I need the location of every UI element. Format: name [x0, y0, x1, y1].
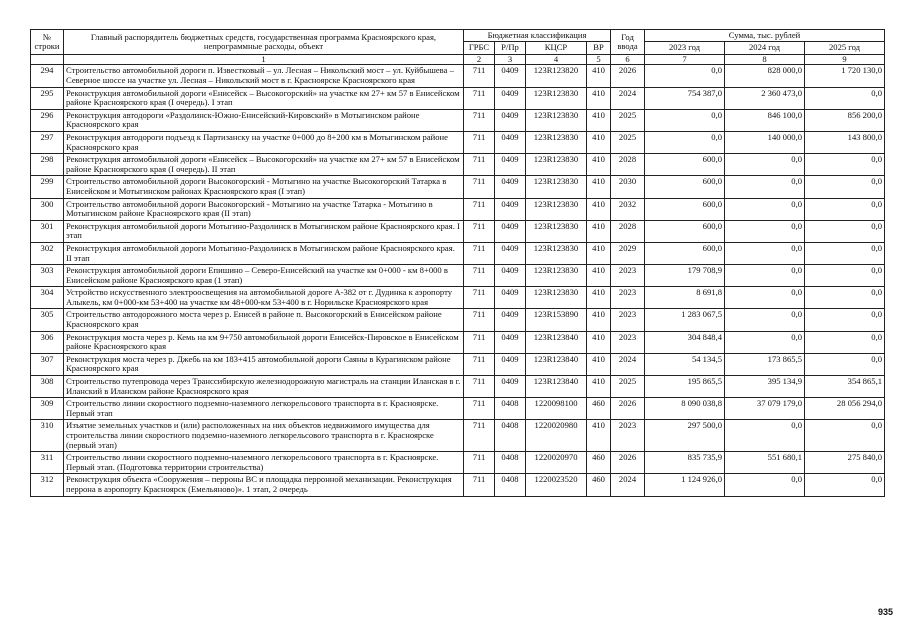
table-row: [31, 87, 885, 109]
row-name: Реконструкция автомобильной дороги «Енисейск – Высокогорский» на участке км 27+ км 57 в Енисейском районе Красноярского края (I очередь). II этап: [64, 154, 464, 176]
row-year: 2025: [611, 109, 645, 131]
row-vr: 410: [587, 376, 611, 398]
row-sum-2025: 0,0: [805, 353, 885, 375]
row-rpr: 0409: [495, 287, 526, 309]
row-sum-2023: 600,0: [645, 242, 725, 264]
row-sum-2024: 0,0: [725, 220, 805, 242]
row-rpr: 0409: [495, 242, 526, 264]
table-row: [31, 331, 885, 353]
row-rpr: 0409: [495, 109, 526, 131]
row-name: Реконструкция автомобильной дороги Мотыгино-Раздолинск в Мотыгинском районе Красноярского края. II этап: [64, 242, 464, 264]
row-kcsr: 123R123830: [526, 198, 587, 220]
row-number: 302: [31, 242, 64, 264]
row-vr: 410: [587, 220, 611, 242]
row-vr: 410: [587, 87, 611, 109]
row-name: Строительство линии скоростного подземно-наземного легкорельсового транспорта в г. Красноярске. Первый этап: [64, 398, 464, 420]
column-number: 8: [725, 54, 805, 65]
column-number-row: [31, 54, 885, 65]
row-sum-2023: 8 691,8: [645, 287, 725, 309]
row-sum-2024: 0,0: [725, 331, 805, 353]
row-vr: 410: [587, 331, 611, 353]
row-vr: 460: [587, 474, 611, 496]
row-rpr: 0409: [495, 154, 526, 176]
row-year: 2023: [611, 287, 645, 309]
row-sum-2024: 0,0: [725, 309, 805, 331]
row-vr: 410: [587, 287, 611, 309]
row-number: 300: [31, 198, 64, 220]
row-grbs: 711: [464, 331, 495, 353]
row-grbs: 711: [464, 220, 495, 242]
table-row: [31, 420, 885, 452]
table-row: [31, 474, 885, 496]
table-row: [31, 376, 885, 398]
row-sum-2025: 0,0: [805, 198, 885, 220]
row-sum-2024: 551 680,1: [725, 452, 805, 474]
row-number: 310: [31, 420, 64, 452]
row-name: Строительство автомобильной дороги Высокогорский - Мотыгино на участке Высокогорский Татарка в Енисейском и Мотыгинском районах Красноярского края (I этап): [64, 176, 464, 198]
row-sum-2025: 0,0: [805, 176, 885, 198]
row-grbs: 711: [464, 87, 495, 109]
row-number: 305: [31, 309, 64, 331]
header-grbs: ГРБС: [464, 42, 495, 54]
row-kcsr: 123R123830: [526, 287, 587, 309]
row-name: Устройство искусственного электроосвещения на автомобильной дороге А-382 от г. Дудинка к аэропорту Алыкель, км 0+000-км 53+400 на участке км 48+000-км 53+400 в г. Норильске Красноярского края: [64, 287, 464, 309]
row-year: 2023: [611, 265, 645, 287]
row-sum-2023: 0,0: [645, 131, 725, 153]
table-row: [31, 309, 885, 331]
header-year: Год ввода: [611, 30, 645, 55]
row-sum-2024: 0,0: [725, 198, 805, 220]
row-sum-2023: 297 500,0: [645, 420, 725, 452]
table-row: [31, 265, 885, 287]
row-vr: 410: [587, 198, 611, 220]
row-sum-2025: 0,0: [805, 474, 885, 496]
row-sum-2023: 195 865,5: [645, 376, 725, 398]
row-name: Строительство автомобильной дороги п. Известковый – ул. Лесная – Никольский мост – ул. Куйбышева – Северное шоссе на участке ул. Лесная – Никольский мост в г. Красноярске Красноярского края: [64, 65, 464, 87]
row-sum-2025: 0,0: [805, 420, 885, 452]
row-rpr: 0409: [495, 376, 526, 398]
row-grbs: 711: [464, 109, 495, 131]
row-year: 2025: [611, 131, 645, 153]
row-sum-2024: 395 134,9: [725, 376, 805, 398]
row-grbs: 711: [464, 131, 495, 153]
row-sum-2023: 835 735,9: [645, 452, 725, 474]
row-sum-2023: 600,0: [645, 176, 725, 198]
row-vr: 410: [587, 131, 611, 153]
row-number: 311: [31, 452, 64, 474]
row-sum-2024: 0,0: [725, 154, 805, 176]
row-name: Реконструкция автодороги подъезд к Партизанску на участке 0+000 до 8+200 км в Мотыгинском районе Красноярского края: [64, 131, 464, 153]
row-year: 2024: [611, 353, 645, 375]
row-rpr: 0408: [495, 398, 526, 420]
header-vr: ВР: [587, 42, 611, 54]
row-sum-2024: 0,0: [725, 242, 805, 264]
row-rpr: 0409: [495, 131, 526, 153]
row-vr: 410: [587, 109, 611, 131]
row-grbs: 711: [464, 309, 495, 331]
table-row: [31, 176, 885, 198]
header-budget-class: Бюджетная классификация: [464, 30, 611, 42]
row-rpr: 0409: [495, 220, 526, 242]
row-sum-2025: 856 200,0: [805, 109, 885, 131]
row-year: 2024: [611, 474, 645, 496]
row-grbs: 711: [464, 420, 495, 452]
column-number: 7: [645, 54, 725, 65]
row-vr: 410: [587, 242, 611, 264]
row-kcsr: 123R123830: [526, 109, 587, 131]
row-rpr: 0409: [495, 176, 526, 198]
row-year: 2030: [611, 176, 645, 198]
row-sum-2023: 179 708,9: [645, 265, 725, 287]
row-rpr: 0409: [495, 353, 526, 375]
row-grbs: 711: [464, 452, 495, 474]
row-sum-2024: 0,0: [725, 420, 805, 452]
row-year: 2023: [611, 420, 645, 452]
row-name: Реконструкция автомобильной дороги Епишино – Северо-Енисейский на участке км 0+000 - км 8+000 в Енисейском районе Красноярского края (1 этап): [64, 265, 464, 287]
row-kcsr: 123R123830: [526, 265, 587, 287]
table-row: [31, 242, 885, 264]
column-number: 6: [611, 54, 645, 65]
row-kcsr: 123R123830: [526, 220, 587, 242]
row-kcsr: 123R123840: [526, 331, 587, 353]
row-name: Изъятие земельных участков и (или) расположенных на них объектов недвижимого имущества для строительства линии скоростного подземно-наземного легкорельсового транспорта в г. Красноярске (первый этап): [64, 420, 464, 452]
row-sum-2025: 275 840,0: [805, 452, 885, 474]
row-grbs: 711: [464, 198, 495, 220]
row-sum-2025: 0,0: [805, 331, 885, 353]
table-row: [31, 131, 885, 153]
table-row: [31, 353, 885, 375]
table-row: [31, 398, 885, 420]
row-vr: 410: [587, 65, 611, 87]
column-number: 9: [805, 54, 885, 65]
row-year: 2028: [611, 154, 645, 176]
row-kcsr: 1220020980: [526, 420, 587, 452]
row-sum-2025: 0,0: [805, 220, 885, 242]
column-number: [31, 54, 64, 65]
row-name: Реконструкция автодороги «Раздолинск-Южно-Енисейский-Кировский» в Мотыгинском районе Красноярского края: [64, 109, 464, 131]
row-name: Строительство автомобильной дороги Высокогорский - Мотыгино на участке Татарка - Мотыгино в Мотыгинском районе Красноярского края (II этап): [64, 198, 464, 220]
row-number: 303: [31, 265, 64, 287]
row-sum-2023: 600,0: [645, 220, 725, 242]
table-row: [31, 154, 885, 176]
row-sum-2024: 37 079 179,0: [725, 398, 805, 420]
row-sum-2023: 754 387,0: [645, 87, 725, 109]
row-rpr: 0409: [495, 87, 526, 109]
row-sum-2023: 0,0: [645, 109, 725, 131]
row-kcsr: 123R123840: [526, 376, 587, 398]
row-vr: 410: [587, 176, 611, 198]
row-kcsr: 123R123830: [526, 242, 587, 264]
row-kcsr: 123R123830: [526, 176, 587, 198]
header-2023: 2023 год: [645, 42, 725, 54]
row-sum-2023: 1 283 067,5: [645, 309, 725, 331]
row-name: Строительство путепровода через Транссибирскую железнодорожную магистраль на станции Иланская в г. Иланский в Иланском районе Красноярского края: [64, 376, 464, 398]
row-rpr: 0409: [495, 265, 526, 287]
row-vr: 410: [587, 420, 611, 452]
row-kcsr: 123R123830: [526, 87, 587, 109]
table-row: [31, 287, 885, 309]
page-number: 935: [877, 607, 893, 617]
row-rpr: 0408: [495, 474, 526, 496]
row-sum-2025: 354 865,1: [805, 376, 885, 398]
table-header-row: [31, 30, 885, 42]
row-rpr: 0409: [495, 309, 526, 331]
row-sum-2024: 173 865,5: [725, 353, 805, 375]
row-name: Реконструкция моста через р. Джебь на км 183+415 автомобильной дороги Саяны в Курагинском районе Красноярского края: [64, 353, 464, 375]
row-year: 2024: [611, 87, 645, 109]
column-number: 4: [526, 54, 587, 65]
row-grbs: 711: [464, 242, 495, 264]
row-vr: 460: [587, 452, 611, 474]
row-sum-2025: 28 056 294,0: [805, 398, 885, 420]
row-name: Строительство автодорожного моста через р. Енисей в районе п. Высокогорский в Енисейском районе Красноярского края: [64, 309, 464, 331]
table-row: [31, 198, 885, 220]
table-row: [31, 220, 885, 242]
row-number: 309: [31, 398, 64, 420]
row-kcsr: 123R123830: [526, 154, 587, 176]
row-year: 2032: [611, 198, 645, 220]
row-kcsr: 1220023520: [526, 474, 587, 496]
row-grbs: 711: [464, 474, 495, 496]
header-rpr: Р/Пр: [495, 42, 526, 54]
row-number: 299: [31, 176, 64, 198]
row-rpr: 0409: [495, 65, 526, 87]
table-row: [31, 65, 885, 87]
header-name: Главный распорядитель бюджетных средств, государственная программа Красноярского края, непрограммные расходы, объект: [64, 30, 464, 55]
row-number: 301: [31, 220, 64, 242]
header-sum: Сумма, тыс. рублей: [645, 30, 885, 42]
row-number: 304: [31, 287, 64, 309]
budget-table: [30, 29, 885, 497]
row-grbs: 711: [464, 176, 495, 198]
row-sum-2025: 0,0: [805, 242, 885, 264]
row-vr: 410: [587, 154, 611, 176]
table-row: [31, 109, 885, 131]
row-sum-2024: 0,0: [725, 474, 805, 496]
row-year: 2025: [611, 376, 645, 398]
row-kcsr: 1220098100: [526, 398, 587, 420]
header-2025: 2025 год: [805, 42, 885, 54]
row-name: Реконструкция автомобильной дороги «Енисейск – Высокогорский» на участке км 27+ км 57 в Енисейском районе Красноярского края (I очередь). I этап: [64, 87, 464, 109]
row-sum-2024: 846 100,0: [725, 109, 805, 131]
row-grbs: 711: [464, 154, 495, 176]
row-kcsr: 123R153890: [526, 309, 587, 331]
row-year: 2026: [611, 398, 645, 420]
row-number: 312: [31, 474, 64, 496]
row-sum-2024: 0,0: [725, 176, 805, 198]
row-sum-2023: 0,0: [645, 65, 725, 87]
row-grbs: 711: [464, 353, 495, 375]
row-number: 307: [31, 353, 64, 375]
table-body: [31, 65, 885, 496]
row-sum-2024: 0,0: [725, 287, 805, 309]
row-kcsr: 123R123820: [526, 65, 587, 87]
row-number: 295: [31, 87, 64, 109]
header-2024: 2024 год: [725, 42, 805, 54]
row-rpr: 0408: [495, 420, 526, 452]
row-sum-2023: 1 124 926,0: [645, 474, 725, 496]
row-sum-2025: 0,0: [805, 154, 885, 176]
row-kcsr: 1220020970: [526, 452, 587, 474]
row-grbs: 711: [464, 65, 495, 87]
row-number: 308: [31, 376, 64, 398]
row-name: Реконструкция моста через р. Кемь на км 9+750 автомобильной дороги Енисейск-Пировское в Енисейском районе Красноярского края: [64, 331, 464, 353]
row-sum-2024: 2 360 473,0: [725, 87, 805, 109]
row-number: 296: [31, 109, 64, 131]
column-number: 3: [495, 54, 526, 65]
row-number: 306: [31, 331, 64, 353]
row-name: Реконструкция объекта «Сооружения – перроны ВС и площадка перронной механизации. Реконструкция перрона в аэропорту Красноярск (Емельяново)». 1 этап, 2 очередь: [64, 474, 464, 496]
row-name: Строительство линии скоростного подземно-наземного легкорельсового транспорта в г. Красноярске. Первый этап. (Подготовка территории строительства): [64, 452, 464, 474]
row-grbs: 711: [464, 265, 495, 287]
row-sum-2025: 143 800,0: [805, 131, 885, 153]
row-kcsr: 123R123830: [526, 131, 587, 153]
row-vr: 410: [587, 265, 611, 287]
row-grbs: 711: [464, 287, 495, 309]
header-row-no: № строки: [31, 30, 64, 55]
row-rpr: 0408: [495, 452, 526, 474]
row-rpr: 0409: [495, 331, 526, 353]
column-number: 5: [587, 54, 611, 65]
row-kcsr: 123R123840: [526, 353, 587, 375]
header-kcsr: КЦСР: [526, 42, 587, 54]
row-year: 2029: [611, 242, 645, 264]
row-sum-2025: 1 720 130,0: [805, 65, 885, 87]
row-vr: 410: [587, 353, 611, 375]
row-vr: 460: [587, 398, 611, 420]
row-sum-2025: 0,0: [805, 309, 885, 331]
row-name: Реконструкция автомобильной дороги Мотыгино-Раздолинск в Мотыгинском районе Красноярского края. I этап: [64, 220, 464, 242]
row-year: 2023: [611, 331, 645, 353]
row-grbs: 711: [464, 376, 495, 398]
row-year: 2026: [611, 65, 645, 87]
row-sum-2023: 8 090 038,8: [645, 398, 725, 420]
row-year: 2026: [611, 452, 645, 474]
row-sum-2024: 0,0: [725, 265, 805, 287]
row-number: 298: [31, 154, 64, 176]
row-sum-2023: 600,0: [645, 154, 725, 176]
row-number: 294: [31, 65, 64, 87]
row-sum-2025: 0,0: [805, 87, 885, 109]
column-number: 1: [64, 54, 464, 65]
row-sum-2025: 0,0: [805, 287, 885, 309]
row-rpr: 0409: [495, 198, 526, 220]
column-number: 2: [464, 54, 495, 65]
row-sum-2024: 140 000,0: [725, 131, 805, 153]
row-year: 2028: [611, 220, 645, 242]
row-sum-2023: 304 848,4: [645, 331, 725, 353]
row-sum-2025: 0,0: [805, 265, 885, 287]
row-grbs: 711: [464, 398, 495, 420]
row-sum-2023: 54 134,5: [645, 353, 725, 375]
row-sum-2024: 828 000,0: [725, 65, 805, 87]
row-sum-2023: 600,0: [645, 198, 725, 220]
row-number: 297: [31, 131, 64, 153]
table-row: [31, 452, 885, 474]
row-vr: 410: [587, 309, 611, 331]
row-year: 2023: [611, 309, 645, 331]
